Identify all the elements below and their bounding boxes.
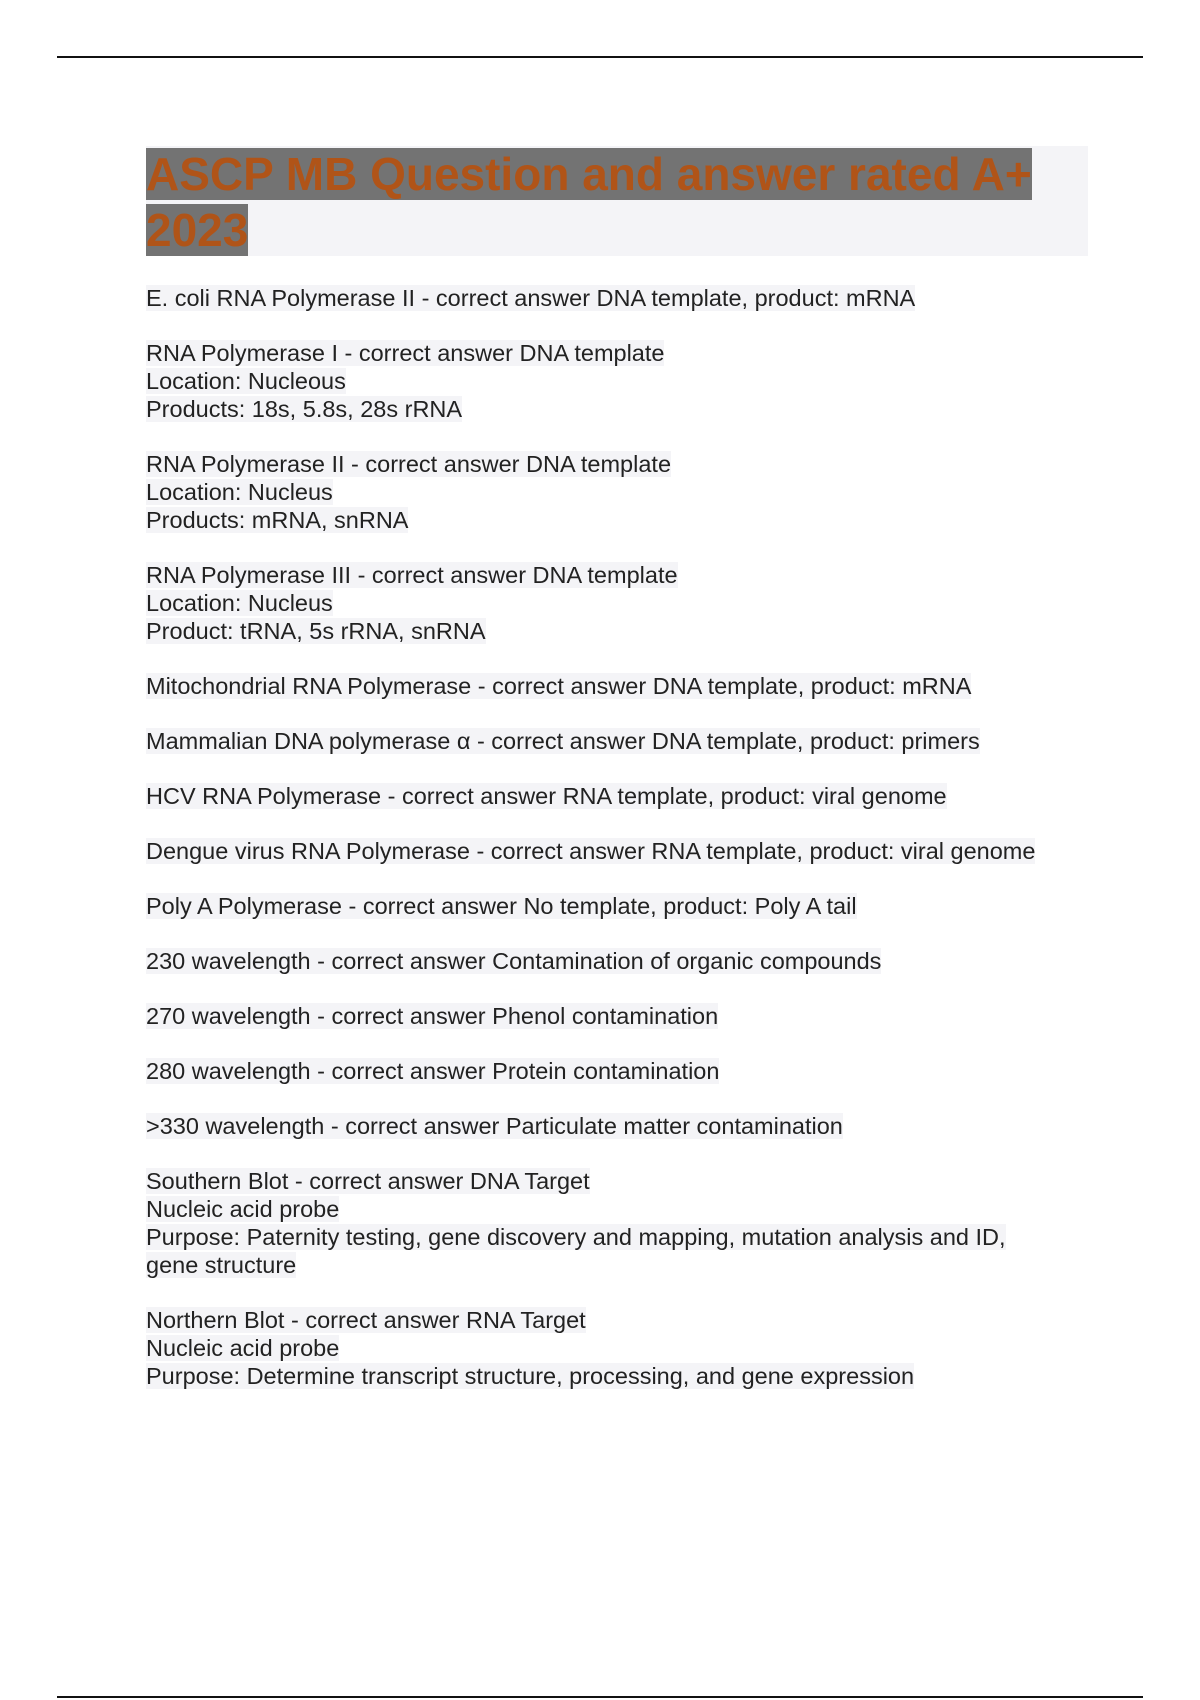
qa-entry-question-line	[146, 1057, 1106, 1085]
qa-entry-text: Mammalian DNA polymerase α - correct answer DNA template, product: primers	[146, 728, 980, 754]
qa-entry	[146, 284, 1106, 312]
qa-entry-text: Products: mRNA, snRNA	[146, 507, 409, 533]
qa-entry	[146, 947, 1106, 975]
qa-entry-question-line	[146, 892, 1106, 920]
qa-list	[146, 284, 1106, 1417]
qa-entry-question-line	[146, 284, 1106, 312]
qa-entry-question-line	[146, 947, 1106, 975]
qa-entry-detail-line	[146, 478, 1106, 506]
qa-entry	[146, 561, 1106, 645]
qa-entry-text: E. coli RNA Polymerase II - correct answer DNA template, product: mRNA	[146, 285, 916, 311]
qa-entry	[146, 450, 1106, 534]
qa-entry	[146, 1112, 1106, 1140]
qa-entry-text: Mitochondrial RNA Polymerase - correct answer DNA template, product: mRNA	[146, 673, 972, 699]
qa-entry-question-line	[146, 837, 1106, 865]
header-rule	[57, 56, 1143, 58]
qa-entry-text: 280 wavelength - correct answer Protein contamination	[146, 1058, 720, 1084]
qa-entry-detail-line	[146, 589, 1106, 617]
qa-entry	[146, 782, 1106, 810]
document-title-text: ASCP MB Question and answer rated A+ 2023	[146, 148, 1032, 256]
qa-entry-text: gene structure	[146, 1252, 297, 1278]
qa-entry	[146, 672, 1106, 700]
qa-entry-detail-line	[146, 1362, 1106, 1390]
qa-entry-text: 270 wavelength - correct answer Phenol contamination	[146, 1003, 719, 1029]
document-title	[146, 146, 1088, 258]
qa-entry-question-line	[146, 450, 1106, 478]
qa-entry	[146, 339, 1106, 423]
qa-entry-detail-line	[146, 506, 1106, 534]
qa-entry-question-line	[146, 1112, 1106, 1140]
qa-entry-question-line	[146, 1167, 1106, 1195]
qa-entry-text: Southern Blot - correct answer DNA Target	[146, 1168, 590, 1194]
qa-entry-text: 230 wavelength - correct answer Contamination of organic compounds	[146, 948, 882, 974]
qa-entry-text: Location: Nucleus	[146, 590, 333, 616]
qa-entry-text: Purpose: Paternity testing, gene discovery and mapping, mutation analysis and ID,	[146, 1224, 1006, 1250]
qa-entry-question-line	[146, 1306, 1106, 1334]
qa-entry	[146, 1306, 1106, 1390]
qa-entry-text: Location: Nucleus	[146, 479, 333, 505]
qa-entry-text: Poly A Polymerase - correct answer No template, product: Poly A tail	[146, 893, 857, 919]
qa-entry-detail-line	[146, 617, 1106, 645]
qa-entry-text: Location: Nucleous	[146, 368, 346, 394]
qa-entry	[146, 1167, 1106, 1279]
qa-entry-text: Nucleic acid probe	[146, 1335, 340, 1361]
qa-entry	[146, 837, 1106, 865]
qa-entry-text: Dengue virus RNA Polymerase - correct answer RNA template, product: viral genome	[146, 838, 1036, 864]
qa-entry	[146, 1057, 1106, 1085]
qa-entry-text: Nucleic acid probe	[146, 1196, 340, 1222]
qa-entry-question-line	[146, 1002, 1106, 1030]
qa-entry-detail-line	[146, 1223, 1106, 1251]
qa-entry-question-line	[146, 672, 1106, 700]
qa-entry	[146, 727, 1106, 755]
qa-entry-detail-line	[146, 1251, 1106, 1279]
qa-entry-text: HCV RNA Polymerase - correct answer RNA template, product: viral genome	[146, 783, 947, 809]
qa-entry-text: RNA Polymerase I - correct answer DNA template	[146, 340, 665, 366]
qa-entry-detail-line	[146, 367, 1106, 395]
qa-entry-text: Purpose: Determine transcript structure, processing, and gene expression	[146, 1363, 915, 1389]
qa-entry	[146, 1002, 1106, 1030]
qa-entry-text: Northern Blot - correct answer RNA Target	[146, 1307, 586, 1333]
qa-entry-question-line	[146, 339, 1106, 367]
qa-entry-question-line	[146, 561, 1106, 589]
qa-entry-detail-line	[146, 1334, 1106, 1362]
qa-entry-question-line	[146, 782, 1106, 810]
qa-entry-text: Products: 18s, 5.8s, 28s rRNA	[146, 396, 463, 422]
qa-entry-text: Product: tRNA, 5s rRNA, snRNA	[146, 618, 486, 644]
qa-entry-question-line	[146, 727, 1106, 755]
qa-entry-detail-line	[146, 1195, 1106, 1223]
qa-entry	[146, 892, 1106, 920]
qa-entry-text: >330 wavelength - correct answer Particulate matter contamination	[146, 1113, 843, 1139]
qa-entry-text: RNA Polymerase II - correct answer DNA template	[146, 451, 672, 477]
qa-entry-text: RNA Polymerase III - correct answer DNA template	[146, 562, 678, 588]
footer-rule	[57, 1696, 1143, 1698]
qa-entry-detail-line	[146, 395, 1106, 423]
